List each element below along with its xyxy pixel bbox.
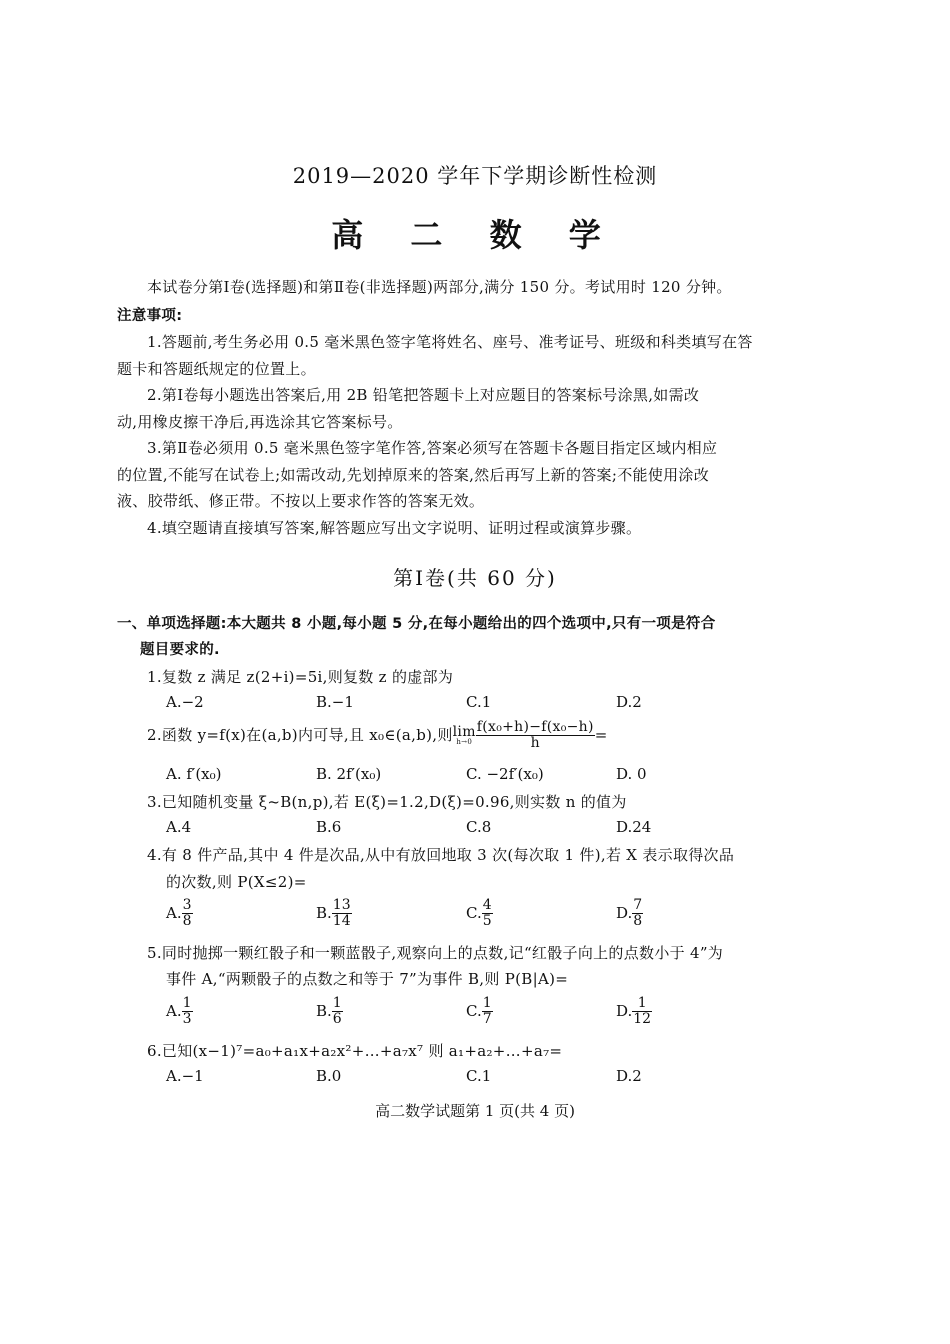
fraction-numerator: 1 bbox=[632, 996, 652, 1012]
q3-option-d: D.24 bbox=[616, 818, 652, 836]
fraction-denominator: 3 bbox=[182, 1011, 192, 1028]
question-4-stem: 4.有 8 件产品,其中 4 件是次品,从中有放回地取 3 次(每次取 1 件),若 X 表示取得次品 bbox=[147, 846, 735, 864]
q2-denominator: h bbox=[530, 735, 540, 752]
option-fraction bbox=[332, 898, 352, 930]
option-fraction bbox=[332, 996, 343, 1028]
q6-option-d: D.2 bbox=[616, 1067, 642, 1085]
instructions-intro: 本试卷分第Ⅰ卷(选择题)和第Ⅱ卷(非选择题)两部分,满分 150 分。考试用时 120 分钟。 bbox=[147, 278, 732, 296]
q4-option-b bbox=[316, 898, 352, 930]
option-label: A. bbox=[166, 1001, 182, 1020]
q1-option-d: D.2 bbox=[616, 693, 642, 711]
q2-numerator: f(x₀+h)−f(x₀−h) bbox=[476, 719, 594, 735]
instruction-line: 1.答题前,考生务必用 0.5 毫米黑色签字笔将姓名、座号、准考证号、班级和科类填写在答 bbox=[147, 333, 753, 351]
q2-stem-suffix: = bbox=[594, 725, 608, 744]
q2-option-c: C. −2f′(x₀) bbox=[466, 765, 544, 783]
q6-option-a: A.−1 bbox=[166, 1067, 204, 1085]
limit-expression bbox=[453, 725, 476, 746]
instruction-line: 动,用橡皮擦干净后,再选涂其它答案标号。 bbox=[117, 413, 403, 431]
part-heading-continued: 题目要求的. bbox=[140, 642, 220, 658]
option-label: C. bbox=[466, 903, 482, 922]
part-heading: 一、单项选择题:本大题共 8 小题,每小题 5 分,在每小题给出的四个选项中,只有一项是符合 bbox=[117, 616, 716, 632]
q4-option-a bbox=[166, 898, 193, 930]
question-4-stem-continued: 的次数,则 P(X≤2)= bbox=[166, 873, 307, 891]
option-label: D. bbox=[616, 903, 633, 922]
option-label: B. bbox=[316, 903, 332, 922]
q2-fraction bbox=[476, 720, 595, 752]
q4-option-d bbox=[616, 898, 643, 930]
instruction-line: 3.第Ⅱ卷必须用 0.5 毫米黑色签字笔作答,答案必须写在答题卡各题目指定区域内相应 bbox=[147, 439, 718, 457]
question-2-stem bbox=[147, 720, 608, 752]
option-label: C. bbox=[466, 1001, 482, 1020]
instruction-line: 4.填空题请直接填写答案,解答题应写出文字说明、证明过程或演算步骤。 bbox=[147, 519, 642, 537]
question-3-stem: 3.已知随机变量 ξ~B(n,p),若 E(ξ)=1.2,D(ξ)=0.96,则实数 n 的值为 bbox=[147, 793, 627, 811]
option-label: A. bbox=[166, 903, 182, 922]
fraction-numerator: 1 bbox=[482, 995, 492, 1011]
section-title: 第Ⅰ卷(共 60 分) bbox=[393, 566, 557, 590]
fraction-denominator: 8 bbox=[633, 913, 643, 930]
option-fraction bbox=[632, 898, 643, 930]
fraction-denominator: 5 bbox=[482, 913, 492, 930]
q5-option-d bbox=[616, 996, 652, 1028]
option-label: D. bbox=[616, 1001, 633, 1020]
limit-label: lim bbox=[452, 724, 476, 741]
q5-option-b bbox=[316, 996, 343, 1028]
q1-option-c: C.1 bbox=[466, 693, 492, 711]
fraction-denominator: 12 bbox=[633, 1011, 652, 1028]
instruction-line: 的位置,不能写在试卷上;如需改动,先划掉原来的答案,然后再写上新的答案;不能使用涂改 bbox=[117, 466, 710, 484]
page-footer: 高二数学试题第 1 页(共 4 页) bbox=[375, 1102, 575, 1120]
option-label: B. bbox=[316, 1001, 332, 1020]
q3-option-b: B.6 bbox=[316, 818, 342, 836]
fraction-denominator: 6 bbox=[332, 1011, 342, 1028]
instructions-heading: 注意事项: bbox=[117, 308, 183, 324]
q3-option-c: C.8 bbox=[466, 818, 492, 836]
instruction-line: 题卡和答题纸规定的位置上。 bbox=[117, 360, 316, 378]
q2-option-b: B. 2f′(x₀) bbox=[316, 765, 382, 783]
option-fraction bbox=[482, 898, 493, 930]
fraction-numerator: 1 bbox=[182, 995, 192, 1011]
question-6-stem: 6.已知(x−1)⁷=a₀+a₁x+a₂x²+…+a₇x⁷ 则 a₁+a₂+…+a₇= bbox=[147, 1042, 563, 1060]
fraction-numerator: 7 bbox=[633, 897, 643, 913]
q6-option-b: B.0 bbox=[316, 1067, 342, 1085]
q5-option-c bbox=[466, 996, 493, 1028]
fraction-denominator: 14 bbox=[332, 913, 351, 930]
fraction-numerator: 4 bbox=[482, 897, 492, 913]
q2-option-d: D. 0 bbox=[616, 765, 647, 783]
q2-stem-prefix: 2.函数 y=f(x)在(a,b)内可导,且 x₀∈(a,b),则 bbox=[147, 725, 453, 744]
exam-subtitle: 2019—2020 学年下学期诊断性检测 bbox=[292, 164, 658, 188]
option-fraction bbox=[182, 996, 193, 1028]
q5-option-a bbox=[166, 996, 193, 1028]
q6-option-c: C.1 bbox=[466, 1067, 492, 1085]
limit-subscript: h→0 bbox=[456, 738, 473, 747]
question-5-stem: 5.同时抛掷一颗红骰子和一颗蓝骰子,观察向上的点数,记“红骰子向上的点数小于 4”为 bbox=[147, 944, 724, 962]
q4-option-c bbox=[466, 898, 493, 930]
instruction-line: 2.第Ⅰ卷每小题选出答案后,用 2B 铅笔把答题卡上对应题目的答案标号涂黑,如需改 bbox=[147, 386, 700, 404]
fraction-numerator: 1 bbox=[332, 995, 342, 1011]
q1-option-a: A.−2 bbox=[166, 693, 204, 711]
exam-title: 高 二 数 学 bbox=[331, 216, 619, 254]
option-fraction bbox=[182, 898, 193, 930]
question-1-stem: 1.复数 z 满足 z(2+i)=5i,则复数 z 的虚部为 bbox=[147, 668, 454, 686]
q1-option-b: B.−1 bbox=[316, 693, 354, 711]
fraction-denominator: 7 bbox=[482, 1011, 492, 1028]
q3-option-a: A.4 bbox=[166, 818, 192, 836]
question-5-stem-continued: 事件 A,“两颗骰子的点数之和等于 7”为事件 B,则 P(B|A)= bbox=[166, 970, 569, 988]
fraction-numerator: 3 bbox=[182, 897, 192, 913]
option-fraction bbox=[482, 996, 493, 1028]
option-fraction bbox=[632, 996, 652, 1028]
fraction-numerator: 13 bbox=[332, 897, 351, 913]
q2-option-a: A. f′(x₀) bbox=[166, 765, 222, 783]
instruction-line: 液、胶带纸、修正带。不按以上要求作答的答案无效。 bbox=[117, 492, 485, 510]
fraction-denominator: 8 bbox=[182, 913, 192, 930]
